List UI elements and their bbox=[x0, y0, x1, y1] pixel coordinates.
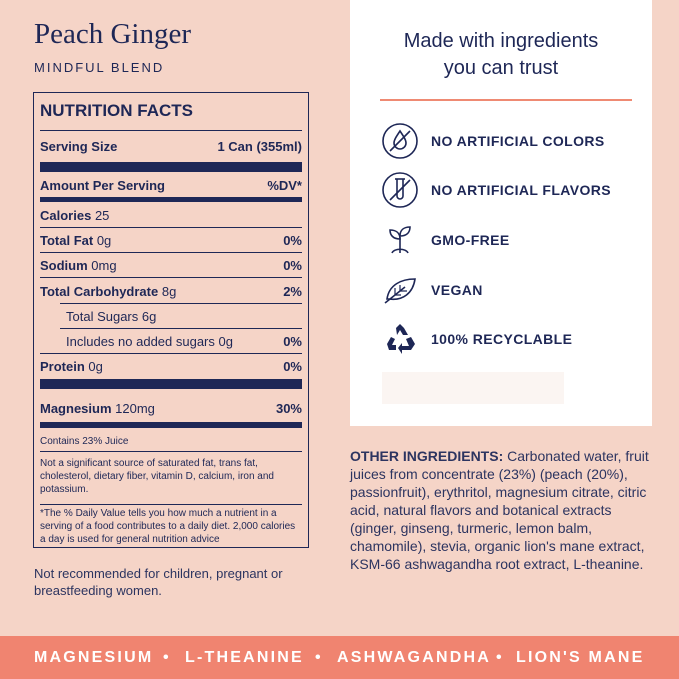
claim-label: NO ARTIFICIAL COLORS bbox=[431, 133, 605, 149]
no-color-drop-icon bbox=[380, 121, 420, 161]
nutrient-row bbox=[40, 359, 302, 374]
sprout-icon bbox=[380, 220, 420, 260]
nutrient-label: Total Sugars bbox=[66, 309, 139, 324]
nutrient-row bbox=[40, 258, 302, 273]
banner-separator: • bbox=[496, 649, 504, 666]
nutrient-dv: 30% bbox=[275, 401, 302, 416]
thick-bar bbox=[40, 379, 302, 389]
nutrient-label: Sodium bbox=[40, 258, 88, 273]
nutrient-dv: 0% bbox=[283, 359, 302, 374]
serving-row bbox=[40, 139, 302, 154]
claim-label: VEGAN bbox=[431, 282, 483, 298]
no-test-tube-icon bbox=[380, 170, 420, 210]
medium-bar bbox=[40, 197, 302, 202]
trust-heading bbox=[350, 28, 652, 82]
product-blend: MINDFUL BLEND bbox=[34, 60, 165, 75]
divider bbox=[60, 303, 302, 304]
nutrient-row bbox=[40, 233, 302, 248]
nutrition-title: NUTRITION FACTS bbox=[40, 101, 193, 120]
nutrient-label: Protein bbox=[40, 359, 85, 374]
medium-bar bbox=[40, 422, 302, 428]
banner-item: MAGNESIUM bbox=[34, 649, 154, 666]
nutrient-label: Includes no added sugars bbox=[66, 334, 215, 349]
nutrient-dv: 2% bbox=[283, 284, 302, 299]
nutrient-row bbox=[40, 208, 302, 223]
nutrient-amount: 0mg bbox=[91, 258, 117, 273]
faint-placeholder bbox=[382, 372, 564, 404]
nutrient-dv: 0% bbox=[283, 258, 302, 273]
nutrient-amount: 0g bbox=[218, 334, 233, 349]
banner-item: LION'S MANE bbox=[516, 649, 645, 666]
trust-heading-line: Made with ingredients bbox=[403, 30, 599, 52]
banner-separator: • bbox=[163, 649, 171, 666]
divider bbox=[40, 451, 302, 452]
other-ingredients bbox=[350, 447, 660, 573]
trust-heading-line: you can trust bbox=[443, 57, 559, 79]
amount-label: Amount Per Serving bbox=[40, 178, 165, 193]
nutrient-label: Total Carbohydrate bbox=[40, 284, 159, 299]
juice-note: Contains 23% Juice bbox=[40, 436, 129, 447]
banner-item: L-THEANINE bbox=[185, 649, 304, 666]
serving-value: 1 Can (355ml) bbox=[217, 139, 302, 154]
nutrient-amount: 25 bbox=[94, 208, 110, 223]
product-name: Peach Ginger bbox=[34, 18, 192, 50]
ingredients-text: Carbonated water, fruit juices from concentrate (23%) (peach (20%), passionfruit), erythritol, magnesium citrate, citric acid, natural flavors and botanical extracts (ginger, ginseng, turmeric, lemon balm, chamomile), stevia, organic lion's mane extract, KSM-66 ashwagandha root extract, L-theanine. bbox=[350, 448, 649, 572]
divider bbox=[40, 252, 302, 253]
divider bbox=[380, 99, 632, 101]
claim-no-artificial-flavors bbox=[380, 170, 611, 210]
nutrient-label: Total Fat bbox=[40, 233, 94, 248]
nutrient-label: Magnesium bbox=[40, 401, 112, 416]
nutrient-row bbox=[40, 284, 302, 299]
amount-row bbox=[40, 178, 302, 193]
nutrient-dv: 0% bbox=[283, 233, 302, 248]
nutrient-row bbox=[66, 309, 302, 324]
divider bbox=[40, 277, 302, 278]
divider bbox=[40, 227, 302, 228]
dv-label: %DV* bbox=[267, 178, 302, 193]
nutrient-amount: 0g bbox=[96, 233, 112, 248]
nutrient-amount: 8g bbox=[161, 284, 177, 299]
nutrient-row bbox=[40, 401, 302, 416]
claim-label: NO ARTIFICIAL FLAVORS bbox=[431, 182, 612, 198]
claim-vegan bbox=[380, 270, 483, 310]
claim-label: GMO-FREE bbox=[431, 232, 510, 248]
claim-no-artificial-colors bbox=[380, 121, 605, 161]
daily-value-footnote: *The % Daily Value tells you how much a nutrient in a serving of a food contributes to a daily diet. 2,000 calories a day is used for general nutrition advice bbox=[40, 508, 296, 545]
divider bbox=[40, 504, 302, 505]
divider bbox=[40, 130, 302, 131]
nutrient-amount: 6g bbox=[141, 309, 157, 324]
leaf-icon bbox=[380, 270, 420, 310]
claim-recyclable bbox=[380, 319, 572, 359]
serving-label: Serving Size bbox=[40, 139, 118, 154]
banner-separator: • bbox=[315, 649, 323, 666]
nutrition-facts-panel bbox=[33, 92, 309, 548]
not-significant-note: Not a significant source of saturated fat, trans fat, cholesterol, dietary fiber, vitamin D, calcium, iron and potassium. bbox=[40, 458, 274, 495]
disclaimer: Not recommended for children, pregnant or breastfeeding women. bbox=[34, 566, 283, 598]
trust-card bbox=[350, 0, 652, 426]
claim-gmo-free bbox=[380, 220, 510, 260]
nutrient-dv: 0% bbox=[283, 334, 302, 349]
nutrient-amount: 120mg bbox=[115, 401, 155, 416]
claim-label: 100% RECYCLABLE bbox=[431, 331, 573, 347]
divider bbox=[60, 328, 302, 329]
nutrient-label: Calories bbox=[40, 208, 92, 223]
ingredient-banner bbox=[0, 636, 679, 679]
banner-item: ASHWAGANDHA bbox=[337, 649, 491, 666]
ingredients-heading: OTHER INGREDIENTS: bbox=[350, 448, 504, 464]
divider bbox=[40, 353, 302, 354]
thick-bar bbox=[40, 162, 302, 172]
nutrient-row bbox=[66, 334, 302, 349]
recycle-icon bbox=[380, 319, 420, 359]
nutrient-amount: 0g bbox=[88, 359, 103, 374]
